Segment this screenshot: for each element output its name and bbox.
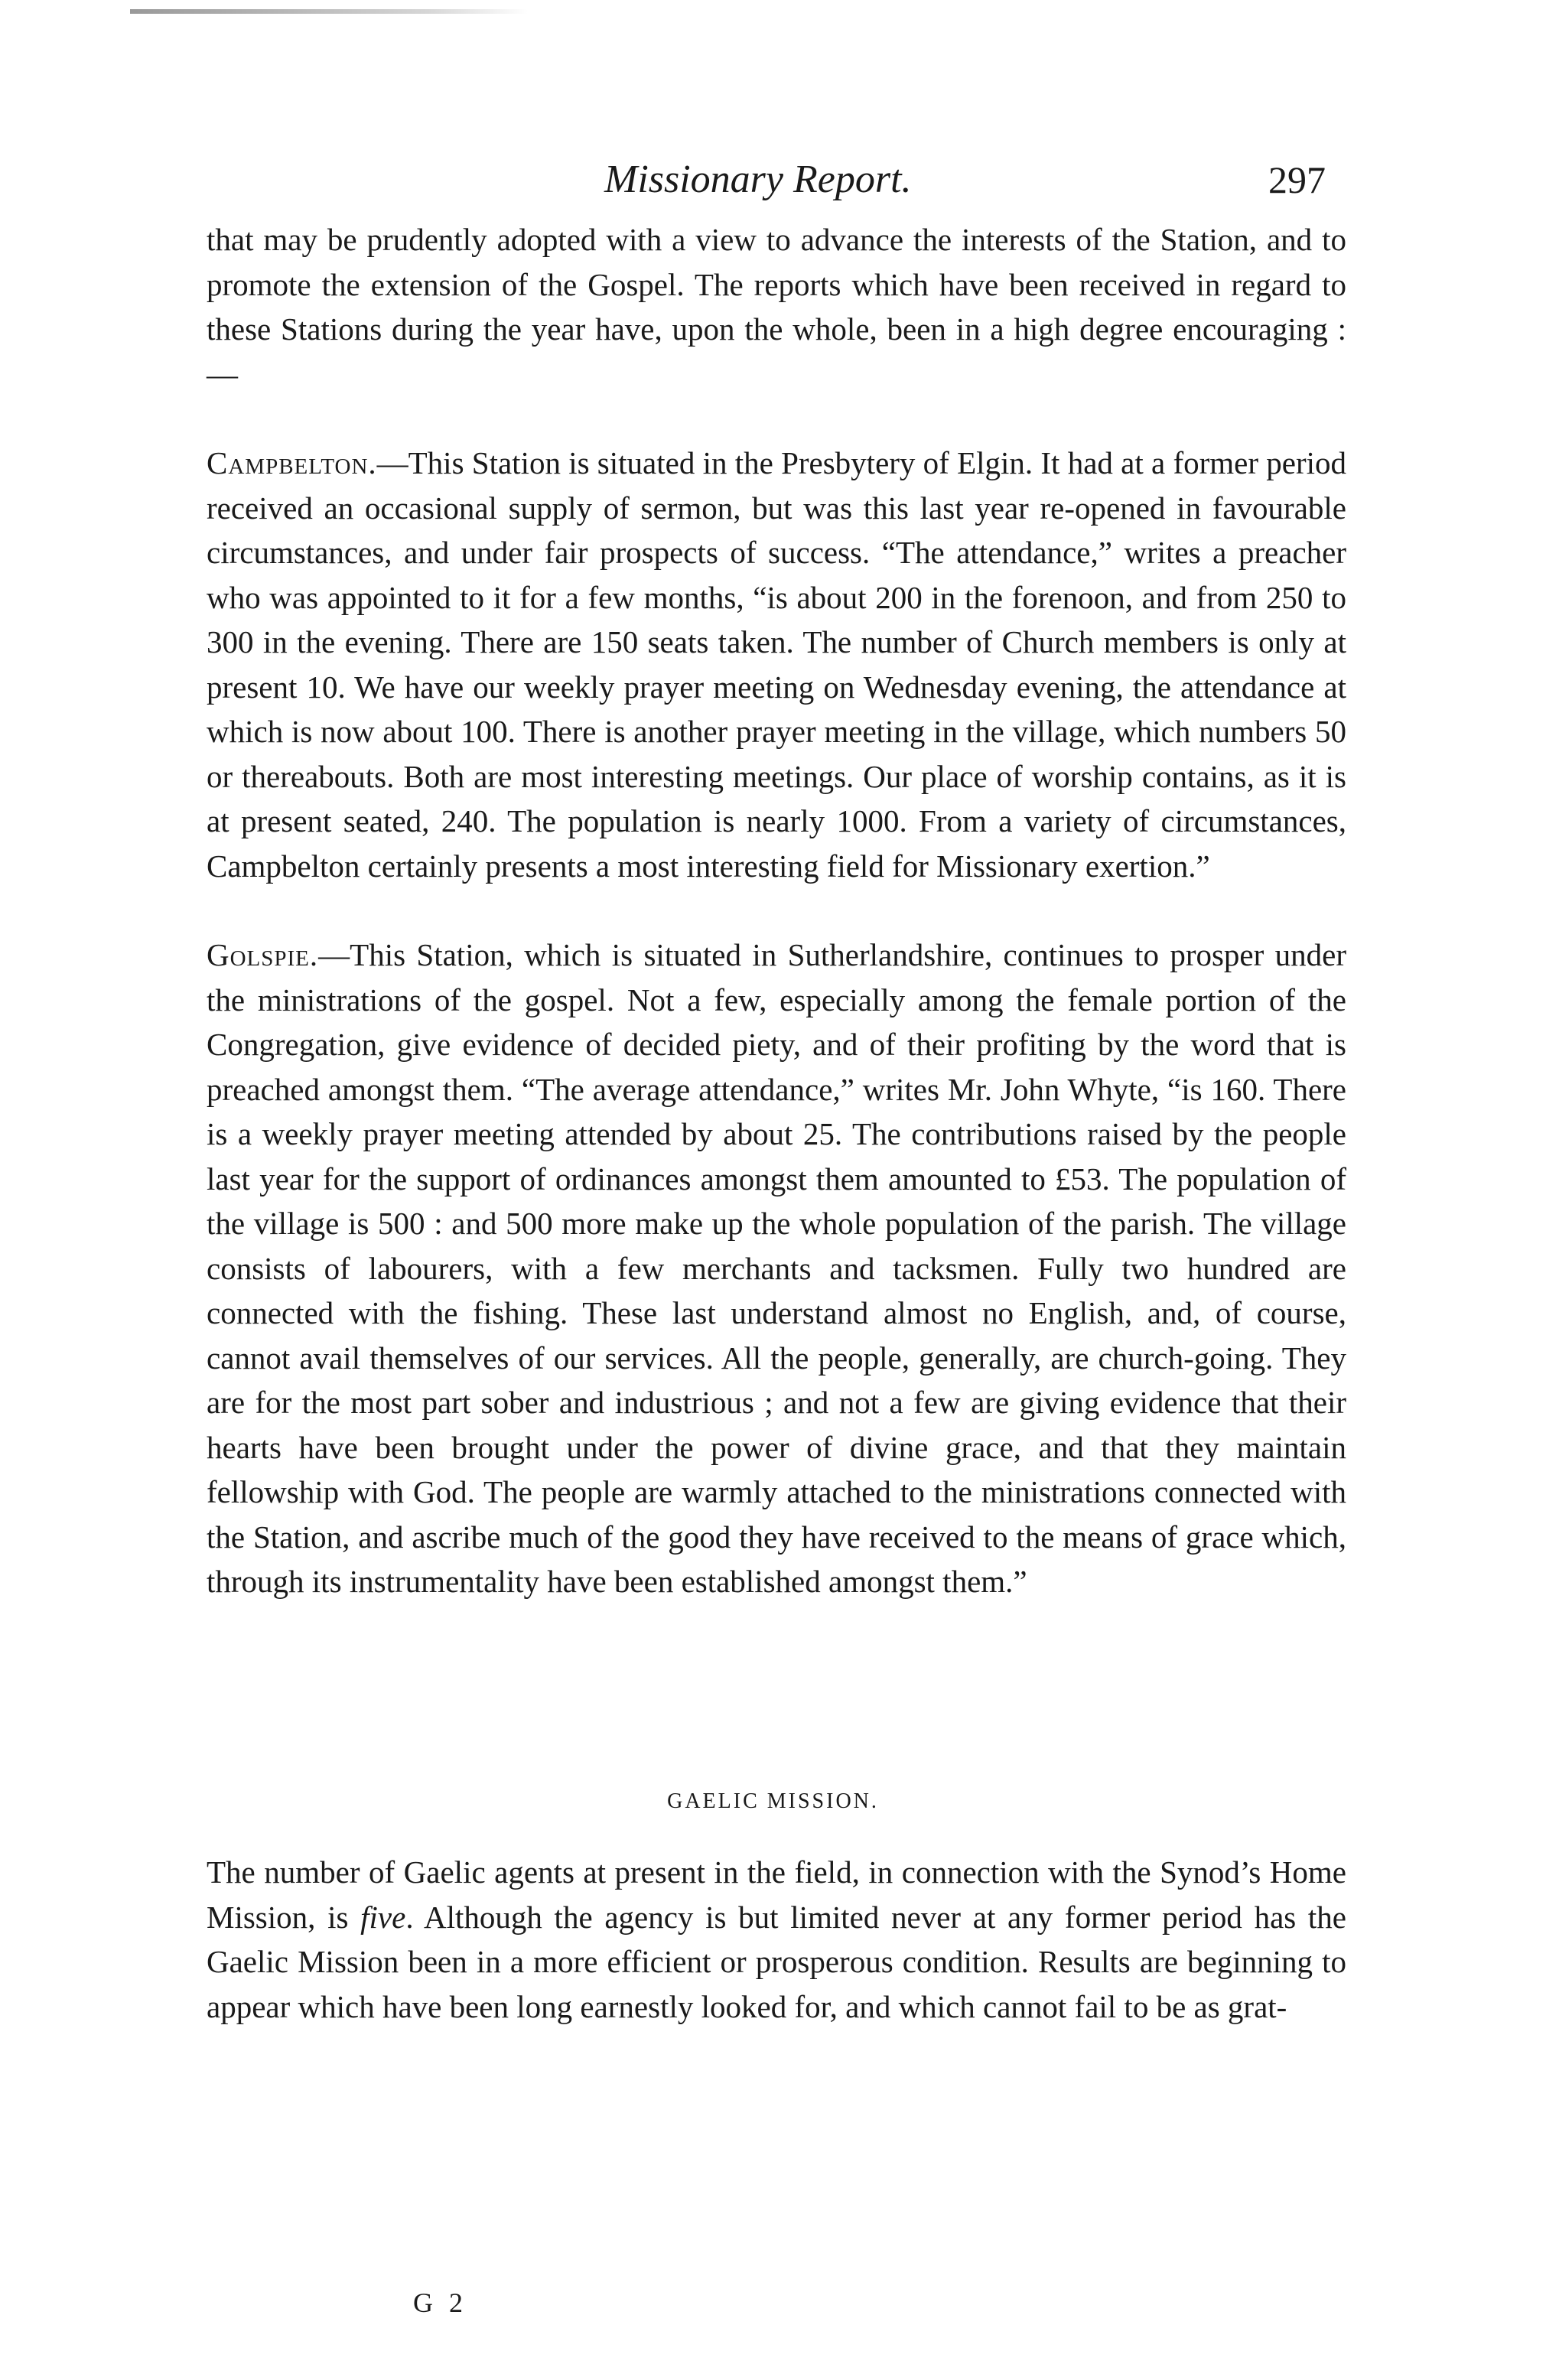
campbelton-paragraph bbox=[207, 441, 1346, 888]
scan-edge-mark bbox=[130, 9, 528, 14]
gaelic-emphasis: five bbox=[360, 1899, 406, 1935]
campbelton-text: —This Station is situated in the Presbytery of Elgin. It had at a former period received an occasional supply of sermon, but was this last year re-opened in favourable circumstances, and under fair prospects of success. “The attendance,” writes a preacher who was appointed to it for a few months, “is about 200 in the forenoon, and from 250 to 300 in the evening. There are 150 seats taken. The number of Church members is only at present 10. We have our weekly prayer meeting on Wednesday evening, the attendance at which is now about 100. There is another prayer meeting in the village, which numbers 50 or thereabouts. Both are most interesting meetings. Our place of worship contains, as it is at present seated, 240. The population is nearly 1000. From a variety of circumstances, Campbelton certainly presents a most interesting field for Missionary exertion.” bbox=[207, 445, 1346, 884]
gaelic-text-after: . Although the agency is but limited never at any former period has the Gaelic Mission been in a more efficient or prosperous condition. Results are beginning to appear which have been long earnestly looked for, and which cannot fail to be as grat- bbox=[207, 1899, 1347, 2024]
golspie-text: —This Station, which is situated in Sutherlandshire, continues to prosper under the ministrations of the gospel. Not a few, especially among the female portion of the Congregation, give evidence of decided piety, and of their profiting by the word that is preached amongst them. “The average attendance,” writes Mr. John Whyte, “is 160. There is a weekly prayer meeting attended by about 25. The contributions raised by the people last year for the support of ordinances amongst them amounted to £53. The population of the village is 500 : and 500 more make up the whole population of the parish. The village consists of labourers, with a few merchants and tacksmen. Fully two hundred are connected with the fishing. These last understand almost no English, and, of course, cannot avail themselves of our services. All the people, generally, are church-going. They are for the most part sober and industrious ; and not a few are giving evidence that their hearts have been brought under the power of divine grace, and that they maintain fellowship with God. The people are warmly attached to the ministrations connected with the Station, and ascribe much of the good they have received to the means of grace which, through its instrumentality have been established amongst them.” bbox=[207, 937, 1346, 1599]
body-text bbox=[207, 217, 1346, 1604]
intro-paragraph: that may be prudently adopted with a view to advance the interests of the Station, and to promote the extension of the Gospel. The reports which have been received in regard to these Stations during the year have, upon the whole, been in a high degree encouraging :— bbox=[207, 222, 1346, 392]
golspie-station-name: Golspie. bbox=[207, 937, 319, 972]
signature-mark: G 2 bbox=[413, 2287, 467, 2318]
running-title: Missionary Report. bbox=[604, 158, 912, 201]
page-number: 297 bbox=[1268, 158, 1326, 201]
golspie-paragraph bbox=[207, 933, 1346, 1604]
gaelic-mission-heading: GAELIC MISSION. bbox=[667, 1789, 879, 1813]
campbelton-station-name: Campbelton. bbox=[207, 445, 377, 480]
gaelic-text-before: The number of Gaelic agents at present in the field, in connection with the Synod’s Home Mission, is bbox=[207, 1854, 1346, 1935]
gaelic-mission-body bbox=[207, 1850, 1346, 2029]
running-head bbox=[0, 153, 1546, 207]
gaelic-mission-paragraph bbox=[207, 1850, 1346, 2029]
